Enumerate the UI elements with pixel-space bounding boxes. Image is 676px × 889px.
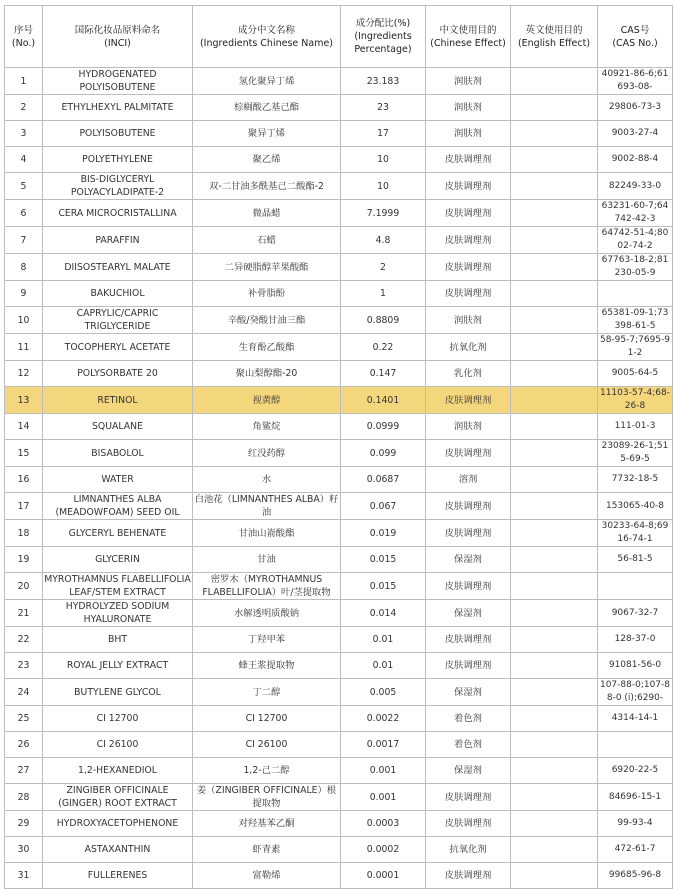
- cell-cas: 67763-18-2;81230-05-9: [598, 254, 673, 281]
- header-chinese-effect-en: (Chinese Effect): [430, 37, 506, 49]
- cell-english-effect: [511, 467, 598, 493]
- cell-cas: 472-61-7: [598, 837, 673, 863]
- cell-chinese-effect: 抗氧化剂: [426, 334, 511, 361]
- cell-cas: 9002-88-4: [598, 147, 673, 173]
- cell-no: 1: [5, 68, 43, 95]
- cell-inci: CI 26100: [43, 732, 193, 758]
- table-row: [5, 547, 673, 573]
- cell-percentage: 0.147: [341, 361, 426, 387]
- cell-chinese-name: 富勒烯: [193, 863, 341, 889]
- cell-inci: BIS-DIGLYCERYL POLYACYLADIPATE-2: [43, 173, 193, 200]
- cell-chinese-name: 对羟基苯乙酮: [193, 811, 341, 837]
- cell-inci: FULLERENES: [43, 863, 193, 889]
- table-row: [5, 361, 673, 387]
- cell-no: 28: [5, 784, 43, 811]
- cell-cas: 30233-64-8;6916-74-1: [598, 520, 673, 547]
- header-cas: [598, 6, 673, 68]
- cell-percentage: 0.0022: [341, 706, 426, 732]
- cell-no: 24: [5, 679, 43, 706]
- cell-no: 19: [5, 547, 43, 573]
- cell-cas: 111-01-3: [598, 414, 673, 440]
- cell-chinese-effect: 皮肤调理剂: [426, 520, 511, 547]
- table-row: [5, 520, 673, 547]
- cell-cas: 107-88-0;107-88-0 (i);6290-: [598, 679, 673, 706]
- header-cas-en: (CAS No.): [612, 37, 658, 49]
- cell-no: 16: [5, 467, 43, 493]
- cell-percentage: 0.005: [341, 679, 426, 706]
- table-row: [5, 600, 673, 627]
- table-row: [5, 254, 673, 281]
- cell-chinese-name: 姜（ZINGIBER OFFICINALE）根提取物: [193, 784, 341, 811]
- cell-chinese-name: 双-二甘油多酰基己二酸酯-2: [193, 173, 341, 200]
- cell-chinese-effect: 保湿剂: [426, 679, 511, 706]
- cell-chinese-effect: 抗氧化剂: [426, 837, 511, 863]
- cell-inci: CI 12700: [43, 706, 193, 732]
- table-row: [5, 281, 673, 307]
- cell-inci: GLYCERIN: [43, 547, 193, 573]
- cell-no: 30: [5, 837, 43, 863]
- cell-english-effect: [511, 784, 598, 811]
- cell-percentage: 0.014: [341, 600, 426, 627]
- cell-chinese-effect: 皮肤调理剂: [426, 387, 511, 414]
- cell-percentage: 0.0001: [341, 863, 426, 889]
- cell-no: 6: [5, 200, 43, 227]
- cell-chinese-effect: 皮肤调理剂: [426, 653, 511, 679]
- cell-chinese-name: 密罗木（MYROTHAMNUS FLABELLIFOLIA）叶/茎提取物: [193, 573, 341, 600]
- header-chinese-effect: [426, 6, 511, 68]
- table-row: [5, 147, 673, 173]
- cell-cas: 4314-14-1: [598, 706, 673, 732]
- cell-no: 4: [5, 147, 43, 173]
- cell-cas: [598, 732, 673, 758]
- cell-chinese-effect: 保湿剂: [426, 758, 511, 784]
- cell-chinese-name: 微晶蜡: [193, 200, 341, 227]
- cell-chinese-effect: 润肤剂: [426, 414, 511, 440]
- cell-percentage: 2: [341, 254, 426, 281]
- table-row: [5, 863, 673, 889]
- cell-english-effect: [511, 200, 598, 227]
- cell-no: 23: [5, 653, 43, 679]
- header-no-zh: 序号: [13, 24, 33, 36]
- header-no: [5, 6, 43, 68]
- cell-chinese-name: 1,2-己二醇: [193, 758, 341, 784]
- ingredients-table: [4, 5, 673, 889]
- cell-cas: 40921-86-6;61693-08-: [598, 68, 673, 95]
- cell-chinese-effect: 润肤剂: [426, 68, 511, 95]
- cell-no: 8: [5, 254, 43, 281]
- cell-chinese-name: 红没药醇: [193, 440, 341, 467]
- cell-inci: POLYSORBATE 20: [43, 361, 193, 387]
- cell-english-effect: [511, 573, 598, 600]
- cell-inci: RETINOL: [43, 387, 193, 414]
- cell-inci: ROYAL JELLY EXTRACT: [43, 653, 193, 679]
- cell-inci: BISABOLOL: [43, 440, 193, 467]
- table-row: [5, 414, 673, 440]
- table-row: [5, 493, 673, 520]
- cell-no: 29: [5, 811, 43, 837]
- cell-inci: LIMNANTHES ALBA (MEADOWFOAM) SEED OIL: [43, 493, 193, 520]
- cell-percentage: 1: [341, 281, 426, 307]
- table-row: [5, 334, 673, 361]
- cell-chinese-name: 甘油山嵛酸酯: [193, 520, 341, 547]
- cell-english-effect: [511, 679, 598, 706]
- cell-chinese-name: 水: [193, 467, 341, 493]
- cell-cas: 9067-32-7: [598, 600, 673, 627]
- cell-chinese-effect: 皮肤调理剂: [426, 627, 511, 653]
- cell-no: 25: [5, 706, 43, 732]
- cell-chinese-name: 丁二醇: [193, 679, 341, 706]
- cell-english-effect: [511, 653, 598, 679]
- cell-chinese-name: 石蜡: [193, 227, 341, 254]
- cell-inci: CERA MICROCRISTALLINA: [43, 200, 193, 227]
- cell-chinese-effect: 皮肤调理剂: [426, 784, 511, 811]
- cell-chinese-effect: 皮肤调理剂: [426, 281, 511, 307]
- cell-chinese-effect: 皮肤调理剂: [426, 173, 511, 200]
- cell-chinese-name: 聚乙烯: [193, 147, 341, 173]
- cell-chinese-name: 补骨脂酚: [193, 281, 341, 307]
- cell-english-effect: [511, 254, 598, 281]
- cell-cas: 63231-60-7;64742-42-3: [598, 200, 673, 227]
- table-row: [5, 200, 673, 227]
- cell-percentage: 7.1999: [341, 200, 426, 227]
- table-row: [5, 706, 673, 732]
- cell-cas: 64742-51-4;8002-74-2: [598, 227, 673, 254]
- cell-percentage: 0.001: [341, 758, 426, 784]
- table-row: [5, 227, 673, 254]
- cell-chinese-effect: 皮肤调理剂: [426, 227, 511, 254]
- table-row: [5, 68, 673, 95]
- cell-no: 13: [5, 387, 43, 414]
- cell-chinese-effect: 皮肤调理剂: [426, 147, 511, 173]
- cell-no: 17: [5, 493, 43, 520]
- table-row: [5, 95, 673, 121]
- cell-english-effect: [511, 334, 598, 361]
- cell-chinese-name: 氢化聚异丁烯: [193, 68, 341, 95]
- cell-chinese-name: 聚异丁烯: [193, 121, 341, 147]
- cell-english-effect: [511, 68, 598, 95]
- cell-no: 27: [5, 758, 43, 784]
- header-percentage-en: (Ingredients Percentage): [354, 31, 412, 55]
- header-inci-zh: 国际化妆品原料命名: [74, 24, 161, 36]
- cell-english-effect: [511, 706, 598, 732]
- cell-percentage: 23.183: [341, 68, 426, 95]
- cell-percentage: 4.8: [341, 227, 426, 254]
- cell-no: 11: [5, 334, 43, 361]
- cell-chinese-effect: 皮肤调理剂: [426, 254, 511, 281]
- cell-cas: 23089-26-1;515-69-5: [598, 440, 673, 467]
- table-body: [5, 68, 673, 889]
- cell-english-effect: [511, 520, 598, 547]
- cell-no: 9: [5, 281, 43, 307]
- header-inci-en: (INCI): [104, 37, 131, 49]
- cell-cas: [598, 573, 673, 600]
- cell-percentage: 0.099: [341, 440, 426, 467]
- cell-chinese-name: 二异硬脂醇苹果酸酯: [193, 254, 341, 281]
- header-english-effect-zh: 英文使用目的: [525, 24, 583, 36]
- cell-chinese-effect: 皮肤调理剂: [426, 493, 511, 520]
- cell-english-effect: [511, 493, 598, 520]
- header-row: [5, 6, 673, 68]
- cell-percentage: 0.22: [341, 334, 426, 361]
- cell-cas: 128-37-0: [598, 627, 673, 653]
- table-row: [5, 173, 673, 200]
- cell-cas: 65381-09-1;73398-61-5: [598, 307, 673, 334]
- cell-inci: ETHYLHEXYL PALMITATE: [43, 95, 193, 121]
- cell-english-effect: [511, 547, 598, 573]
- cell-inci: GLYCERYL BEHENATE: [43, 520, 193, 547]
- cell-percentage: 0.8809: [341, 307, 426, 334]
- table-row: [5, 307, 673, 334]
- cell-english-effect: [511, 758, 598, 784]
- cell-inci: HYDROLYZED SODIUM HYALURONATE: [43, 600, 193, 627]
- cell-english-effect: [511, 147, 598, 173]
- cell-inci: HYDROGENATED POLYISOBUTENE: [43, 68, 193, 95]
- cell-chinese-effect: 着色剂: [426, 732, 511, 758]
- cell-chinese-effect: 皮肤调理剂: [426, 811, 511, 837]
- cell-cas: 84696-15-1: [598, 784, 673, 811]
- cell-inci: PARAFFIN: [43, 227, 193, 254]
- table-row: [5, 121, 673, 147]
- cell-chinese-effect: 皮肤调理剂: [426, 200, 511, 227]
- cell-percentage: 23: [341, 95, 426, 121]
- cell-chinese-name: 白池花（LIMNANTHES ALBA）籽油: [193, 493, 341, 520]
- cell-no: 22: [5, 627, 43, 653]
- cell-percentage: 10: [341, 173, 426, 200]
- cell-inci: ASTAXANTHIN: [43, 837, 193, 863]
- header-cas-zh: CAS号: [620, 24, 650, 36]
- cell-cas: 58-95-7;7695-91-2: [598, 334, 673, 361]
- cell-chinese-effect: 润肤剂: [426, 307, 511, 334]
- cell-cas: 56-81-5: [598, 547, 673, 573]
- cell-chinese-effect: 着色剂: [426, 706, 511, 732]
- cell-percentage: 0.0003: [341, 811, 426, 837]
- table-row: [5, 732, 673, 758]
- table-row: [5, 653, 673, 679]
- cell-percentage: 0.0999: [341, 414, 426, 440]
- cell-chinese-name: 聚山梨醇酯-20: [193, 361, 341, 387]
- cell-english-effect: [511, 387, 598, 414]
- cell-cas: 99-93-4: [598, 811, 673, 837]
- table-row: [5, 440, 673, 467]
- cell-chinese-effect: 皮肤调理剂: [426, 863, 511, 889]
- table-row: [5, 627, 673, 653]
- cell-chinese-effect: 润肤剂: [426, 121, 511, 147]
- cell-inci: DIISOSTEARYL MALATE: [43, 254, 193, 281]
- header-inci: [43, 6, 193, 68]
- cell-chinese-name: 辛酸/癸酸甘油三酯: [193, 307, 341, 334]
- table-row-highlighted: [5, 387, 673, 414]
- cell-percentage: 0.01: [341, 627, 426, 653]
- cell-no: 5: [5, 173, 43, 200]
- cell-english-effect: [511, 173, 598, 200]
- cell-no: 14: [5, 414, 43, 440]
- cell-english-effect: [511, 440, 598, 467]
- cell-chinese-name: 甘油: [193, 547, 341, 573]
- cell-percentage: 0.015: [341, 573, 426, 600]
- cell-chinese-name: 水解透明质酸钠: [193, 600, 341, 627]
- cell-percentage: 0.1401: [341, 387, 426, 414]
- header-percentage-zh: 成分配比(%): [355, 18, 411, 29]
- cell-percentage: 17: [341, 121, 426, 147]
- cell-no: 3: [5, 121, 43, 147]
- cell-english-effect: [511, 121, 598, 147]
- cell-percentage: 0.0002: [341, 837, 426, 863]
- cell-percentage: 0.067: [341, 493, 426, 520]
- cell-chinese-name: CI 12700: [193, 706, 341, 732]
- cell-english-effect: [511, 361, 598, 387]
- cell-cas: 11103-57-4;68-26-8: [598, 387, 673, 414]
- cell-percentage: 10: [341, 147, 426, 173]
- table-row: [5, 837, 673, 863]
- cell-inci: POLYISOBUTENE: [43, 121, 193, 147]
- cell-chinese-name: 生育酚乙酸酯: [193, 334, 341, 361]
- cell-chinese-effect: 皮肤调理剂: [426, 440, 511, 467]
- cell-english-effect: [511, 307, 598, 334]
- table-row: [5, 811, 673, 837]
- header-no-en: (No.): [11, 37, 36, 49]
- cell-cas: 99685-96-8: [598, 863, 673, 889]
- cell-no: 18: [5, 520, 43, 547]
- cell-cas: 9005-64-5: [598, 361, 673, 387]
- cell-chinese-name: 虾青素: [193, 837, 341, 863]
- cell-cas: 9003-27-4: [598, 121, 673, 147]
- cell-inci: BUTYLENE GLYCOL: [43, 679, 193, 706]
- cell-percentage: 0.019: [341, 520, 426, 547]
- cell-english-effect: [511, 414, 598, 440]
- cell-inci: MYROTHAMNUS FLABELLIFOLIA LEAF/STEM EXTRACT: [44, 574, 191, 598]
- cell-no: 20: [5, 573, 43, 600]
- cell-cas: 7732-18-5: [598, 467, 673, 493]
- cell-no: 21: [5, 600, 43, 627]
- cell-no: 26: [5, 732, 43, 758]
- header-english-effect: [511, 6, 598, 68]
- cell-no: 10: [5, 307, 43, 334]
- cell-inci: BHT: [43, 627, 193, 653]
- cell-chinese-effect: 润肤剂: [426, 95, 511, 121]
- cell-inci: TOCOPHERYL ACETATE: [43, 334, 193, 361]
- cell-cas: 153065-40-8: [598, 493, 673, 520]
- cell-english-effect: [511, 863, 598, 889]
- cell-percentage: 0.0687: [341, 467, 426, 493]
- header-percentage: [341, 6, 426, 68]
- table-row: [5, 758, 673, 784]
- cell-inci: HYDROXYACETOPHENONE: [43, 811, 193, 837]
- cell-chinese-name: 丁羟甲苯: [193, 627, 341, 653]
- cell-english-effect: [511, 627, 598, 653]
- header-chinese-effect-zh: 中文使用目的: [439, 24, 497, 36]
- cell-chinese-name: CI 26100: [193, 732, 341, 758]
- cell-inci: BAKUCHIOL: [43, 281, 193, 307]
- cell-no: 2: [5, 95, 43, 121]
- cell-english-effect: [511, 281, 598, 307]
- cell-chinese-name: 角鲨烷: [193, 414, 341, 440]
- table-row: [5, 573, 673, 600]
- cell-chinese-effect: 保湿剂: [426, 600, 511, 627]
- cell-percentage: 0.001: [341, 784, 426, 811]
- header-chinese-name-zh: 成分中文名称: [237, 24, 295, 36]
- cell-cas: [598, 281, 673, 307]
- cell-chinese-effect: 溶剂: [426, 467, 511, 493]
- cell-percentage: 0.015: [341, 547, 426, 573]
- cell-inci: CAPRYLIC/CAPRIC TRIGLYCERIDE: [43, 307, 193, 334]
- header-chinese-name-en: (Ingredients Chinese Name): [199, 37, 334, 49]
- cell-english-effect: [511, 837, 598, 863]
- cell-no: 31: [5, 863, 43, 889]
- table-row: [5, 784, 673, 811]
- cell-percentage: 0.0017: [341, 732, 426, 758]
- cell-percentage: 0.01: [341, 653, 426, 679]
- cell-chinese-effect: 乳化剂: [426, 361, 511, 387]
- cell-cas: 6920-22-5: [598, 758, 673, 784]
- table-row: [5, 467, 673, 493]
- cell-inci: ZINGIBER OFFICINALE (GINGER) ROOT EXTRACT: [43, 784, 193, 811]
- cell-chinese-effect: 保湿剂: [426, 547, 511, 573]
- cell-chinese-effect: 皮肤调理剂: [426, 573, 511, 600]
- cell-english-effect: [511, 95, 598, 121]
- header-english-effect-en: (English Effect): [517, 37, 591, 49]
- cell-english-effect: [511, 600, 598, 627]
- cell-inci: SQUALANE: [43, 414, 193, 440]
- cell-inci: WATER: [43, 467, 193, 493]
- cell-inci: 1,2-HEXANEDIOL: [43, 758, 193, 784]
- cell-cas: 29806-73-3: [598, 95, 673, 121]
- cell-chinese-name: 棕榈酸乙基己酯: [193, 95, 341, 121]
- cell-chinese-name: 视黄醇: [193, 387, 341, 414]
- cell-english-effect: [511, 227, 598, 254]
- table-row: [5, 679, 673, 706]
- cell-chinese-name: 蜂王浆提取物: [193, 653, 341, 679]
- cell-english-effect: [511, 732, 598, 758]
- cell-cas: 82249-33-0: [598, 173, 673, 200]
- cell-no: 15: [5, 440, 43, 467]
- cell-english-effect: [511, 811, 598, 837]
- cell-no: 12: [5, 361, 43, 387]
- cell-inci: POLYETHYLENE: [43, 147, 193, 173]
- cell-no: 7: [5, 227, 43, 254]
- header-chinese-name: [193, 6, 341, 68]
- cell-cas: 91081-56-0: [598, 653, 673, 679]
